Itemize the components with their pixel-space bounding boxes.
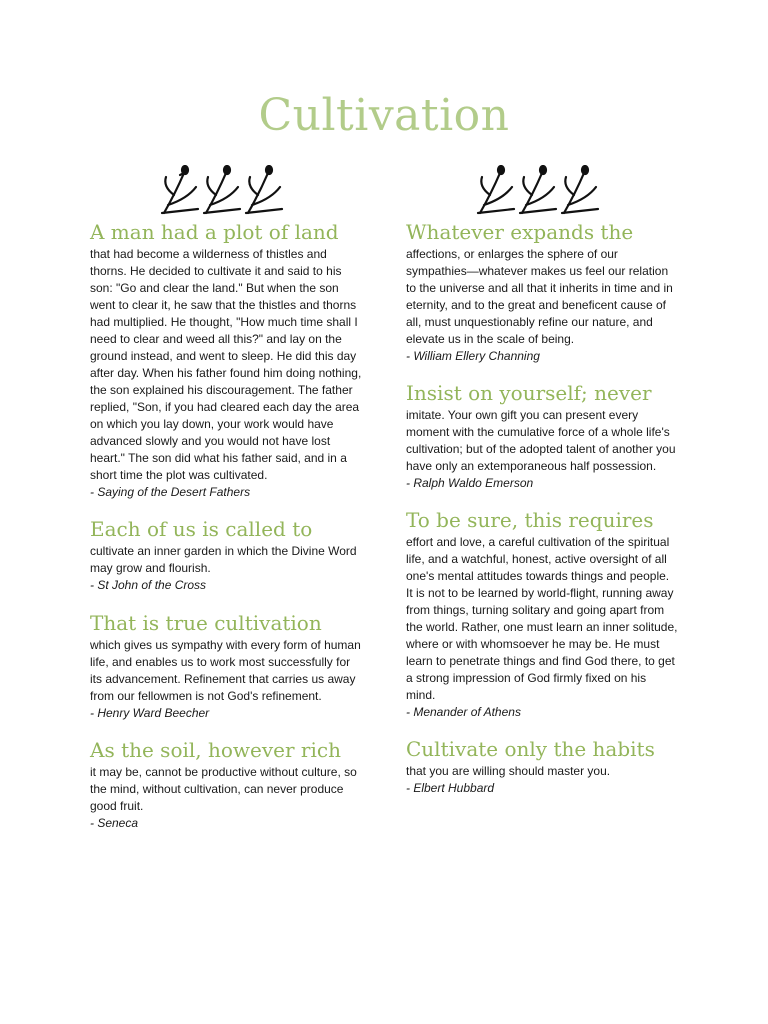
quote-attribution: - Saying of the Desert Fathers [90, 485, 251, 499]
quote-attribution: - Menander of Athens [406, 705, 521, 719]
quote-block [90, 515, 362, 594]
quote-attribution: - Seneca [90, 816, 139, 830]
quote-heading: To be sure, this requires [406, 508, 654, 532]
quote-block [406, 379, 678, 492]
grain-sprigs-icon [474, 165, 614, 217]
quote-body: it may be, cannot be productive without culture, so the mind, without cultivation, can never produce good fruit. [90, 765, 357, 813]
quote-body: affections, or enlarges the sphere of our sympathies—whatever makes us feel our relation to the universe and all that it inherits in time and in eternity, and to the great and beneficent cause of all, must unquestionably refine our nature, and elevate us in the scale of being. [406, 247, 673, 346]
quote-heading: Each of us is called to [90, 517, 313, 541]
quote-attribution: - Ralph Waldo Emerson [406, 476, 534, 490]
quote-body: that you are willing should master you. [406, 764, 611, 778]
quote-heading: Whatever expands the [406, 220, 634, 244]
quote-heading: Cultivate only the habits [406, 737, 655, 761]
quote-attribution: - William Ellery Channing [406, 349, 540, 363]
quote-block [406, 218, 678, 365]
quote-body: imitate. Your own gift you can present every moment with the cumulative force of a whole life's cultivation; but of the adopted talent of another you have only an extemporaneous half possession. [406, 408, 676, 473]
grain-sprigs-icon [158, 165, 298, 217]
quote-heading: As the soil, however rich [90, 738, 341, 762]
quote-attribution: - Elbert Hubbard [406, 781, 495, 795]
quote-heading: A man had a plot of land [90, 220, 339, 244]
quote-block [406, 735, 678, 797]
quote-body: which gives us sympathy with every form of human life, and enables us to work most successfully for its advancement. Refinement that carries us away from our fellowmen is not God's refinement. [90, 638, 361, 703]
quote-attribution: - St John of the Cross [90, 578, 207, 592]
quote-attribution: - Henry Ward Beecher [90, 706, 210, 720]
quote-body: cultivate an inner garden in which the Divine Word may grow and flourish. [90, 544, 357, 575]
quote-block [90, 736, 362, 832]
quote-block [90, 218, 362, 501]
quote-heading: Insist on yourself; never [406, 381, 652, 405]
quote-block [406, 506, 678, 721]
left-column [90, 218, 362, 832]
quote-heading: That is true cultivation [90, 611, 322, 635]
quote-body: that had become a wilderness of thistles and thorns. He decided to cultivate it and said to his son: "Go and clear the land." But when the son went to clear it, he saw that the thistles and thorns had multiplied. He thought, "How much time shall I need to clear and weed all this?" and lay on the ground instead, and went to sleep. He did this day after day. When his father found him doing nothing, the son explained his discouragement. The father replied, "Son, if you had cleared each day the area on which you lay down, your work would have advanced slowly and you would not have lost heart." The son did what his father said, and in a short time the plot was cultivated. [90, 247, 362, 482]
page-title: Cultivation [258, 90, 510, 141]
quote-block [90, 609, 362, 722]
quote-body: effort and love, a careful cultivation of the spiritual life, and a watchful, honest, active oversight of all one's mental attitudes towards things and people. It is not to be learned by world-flight, running away from things, turning solitary and going apart from the world. Rather, one must learn an inner solitude, where or with whomsoever he may be. He must learn to penetrate things and find God there, to get a strong impression of God firmly fixed on his mind. [406, 535, 678, 702]
right-column [406, 218, 678, 797]
